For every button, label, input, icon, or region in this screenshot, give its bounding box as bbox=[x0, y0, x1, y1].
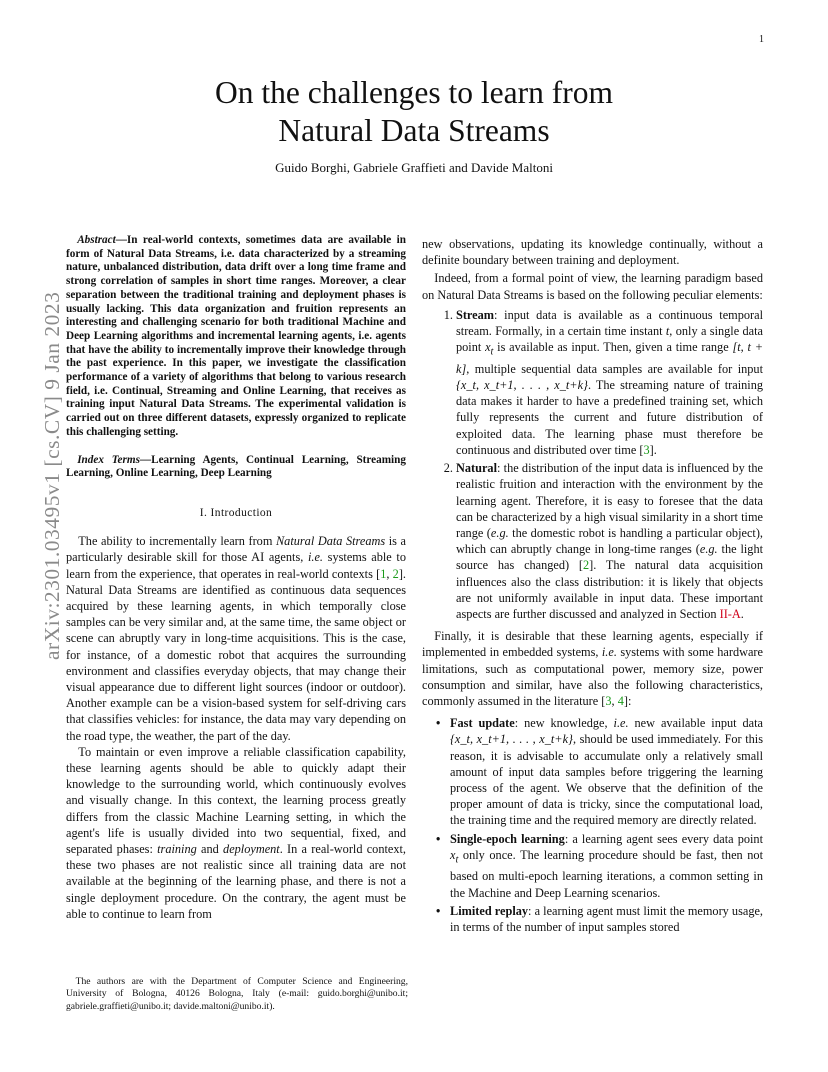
text-run: systems with some hardware limitations, such as computational power, memory size, power consumption and similar, have also the following characteristics, commonly assumed in the literature [ bbox=[422, 645, 763, 708]
text-run: : a learning agent sees every data point bbox=[564, 831, 763, 846]
right-paragraph-2: Indeed, from a formal point of view, the learning paradigm based on Natural Data Streams is based on the following peculiar elements: bbox=[422, 271, 763, 302]
text-run: Finally, it is desirable that these learning agents, especially if implemented in embedded systems, bbox=[422, 629, 763, 660]
intro-paragraph-1 bbox=[66, 533, 406, 744]
page-number: 1 bbox=[759, 34, 764, 45]
text-run: and bbox=[196, 842, 224, 857]
text-run: e.g. bbox=[490, 525, 509, 540]
text-run: deployment bbox=[223, 842, 280, 857]
text-run: : new knowledge, bbox=[514, 716, 614, 731]
math-x: x bbox=[450, 847, 456, 862]
math-x: x bbox=[485, 340, 491, 355]
text-run: i.e. bbox=[307, 550, 324, 565]
list-item-stream bbox=[456, 307, 763, 458]
math-t: t bbox=[665, 324, 670, 339]
text-run: the light source has changed) [ bbox=[456, 542, 764, 573]
text-run: the domestic robot is handling a particular object), which can abruptly change in long-time ranges ( bbox=[456, 525, 763, 557]
authors: Guido Borghi, Gabriele Graffieti and Davide Maltoni bbox=[275, 160, 553, 175]
text-run: : the distribution of the input data is influenced by the realistic fruition and interaction with the environment by the learning agent. Therefore, it is easy to foresee that the data can be characterized by a high visual similarity in a short time range ( bbox=[456, 461, 763, 540]
citation-link[interactable]: 3 bbox=[643, 442, 650, 457]
text-run: The ability to incrementally learn from bbox=[78, 534, 276, 549]
text-run: ]. The natural data acquisition influences also the class distribution: it is likely that objects are not uniformly available in input data. These important aspects are further discussed and analyzed in Section bbox=[456, 558, 763, 621]
text-run: , only a single data point bbox=[456, 324, 763, 355]
bullet-single-epoch bbox=[450, 831, 763, 901]
text-run: : input data is available as a continuous temporal stream. Formally, in a certain time instant bbox=[456, 307, 763, 339]
section-heading-introduction: I. Introduction bbox=[199, 506, 273, 519]
math-set: {x_t, x_t+1, . . . , x_t+k} bbox=[450, 732, 573, 747]
math-set: {x_t, x_t+1, . . . , x_t+k} bbox=[456, 378, 588, 393]
text-run: ]: bbox=[623, 693, 632, 708]
text-run: To maintain or even improve a reliable classification capability, these learning agents should be able to quickly adapt their knowledge to the surrounding world, which continuously evolves and visually change. In this context, the learning process greatly differs from the classic Machine Learning setting, in which the agent's life is usually divided into two sequential, fixed, and separated phases: bbox=[66, 744, 406, 857]
right-paragraph-3 bbox=[422, 628, 763, 709]
text-run: . The streaming nature of training data makes it harder to have a predefined training set, which fully represents the current and future distribution of exploited data. The learning phase must therefore be continuous and distributed over time [ bbox=[456, 378, 763, 457]
paper-title bbox=[0, 74, 828, 150]
text-run: Natural Data Streams bbox=[275, 534, 386, 549]
citation-link[interactable]: 4 bbox=[617, 693, 624, 708]
citation-link[interactable]: 1 bbox=[380, 566, 387, 581]
text-run: new available input data bbox=[628, 716, 764, 731]
text-run: . bbox=[740, 606, 744, 621]
arxiv-identifier: arXiv:2301.03495v1 [cs.CV] 9 Jan 2023 bbox=[40, 291, 64, 660]
citation-link[interactable]: 2 bbox=[392, 566, 399, 581]
title-line-2: Natural Data Streams bbox=[278, 113, 550, 148]
text-run: . In a real-world context, these two phases are not realistic since all training data are not available at the beginning of the learning phase, and there is not a single deployment procedure. On the contrary, the agent must be able to continue to learn from bbox=[66, 842, 406, 921]
text-run: : a learning agent must limit the memory usage, in terms of the number of input samples stored bbox=[450, 903, 764, 935]
index-terms-text: —Learning Agents, Continual Learning, Streaming Learning, Online Learning, Deep Learning bbox=[66, 453, 406, 480]
right-column bbox=[422, 236, 763, 937]
abstract-text: —In real-world contexts, sometimes data are available in form of Natural Data Streams, i.e. data characterized by a streaming nature, unbalanced distribution, data drift over a long time frame and strong correlation of samples in short time ranges. Moreover, a clear separation between the traditional training and deployment phases is usually lacking. This data organization and fruition represents an interesting and challenging scenario for both traditional Machine and Deep Learning algorithms and incremental learning agents, i.e. agents that have the ability to incrementally improve their knowledge through the past experience. In this paper, we investigate the classification performance of a variety of algorithms that belong to various research field, i.e. Continual, Streaming and Online Learning, that receives as training input Natural Data Streams. The experimental validation is carried out on three different datasets, expressly organized to replicate this challenging setting. bbox=[66, 234, 406, 438]
text-run: , bbox=[386, 566, 393, 581]
text-run: training bbox=[157, 842, 197, 857]
math-range: [t, t + k] bbox=[456, 340, 763, 376]
citation-link[interactable]: 2 bbox=[583, 558, 590, 573]
section-link[interactable]: II-A bbox=[719, 606, 741, 621]
peculiar-elements-list bbox=[422, 307, 763, 622]
text-run: is available as input. Then, given a time range bbox=[493, 340, 733, 355]
title-line-1: On the challenges to learn from bbox=[215, 75, 613, 110]
list-item-natural bbox=[456, 460, 763, 622]
text-run: ]. Natural Data Streams are identified as continuous data sequences acquired by these learning agents, in which temporally close samples can be very similar and, at the same time, the same object or scene can abruptly vary in long-time acquisitions. This is the case, for instance, of a domestic robot that acquires the surrounding environment and classifies everyday objects, that may change their visual appearance due to different light sources (indoor or outdoor). Another example can be a vision-based system for self-driving cars that classifies vehicles: for instance, the data may vary depending on the road type, the weather, the part of the day. bbox=[66, 566, 406, 743]
math-sub: t bbox=[455, 854, 459, 866]
abstract-lead: Abstract bbox=[77, 234, 116, 246]
left-column bbox=[66, 234, 406, 922]
text-run: i.e. bbox=[613, 716, 629, 731]
item-label: Stream bbox=[456, 307, 495, 322]
item-label: Single-epoch learning bbox=[450, 831, 565, 846]
abstract bbox=[66, 234, 406, 440]
right-paragraph-1: new observations, updating its knowledge continually, without a definite boundary between training and deployment. bbox=[422, 237, 763, 268]
characteristics-list bbox=[422, 715, 763, 935]
bullet-limited-replay bbox=[450, 903, 763, 935]
text-run: e.g. bbox=[699, 542, 718, 557]
text-run: systems able to learn from the experience, that operates in real-world contexts [ bbox=[66, 550, 407, 581]
text-run: , multiple sequential data samples are available for input bbox=[466, 361, 763, 376]
text-run: , bbox=[611, 693, 618, 708]
item-label: Limited replay bbox=[450, 903, 529, 918]
text-run: ]. bbox=[649, 442, 657, 457]
text-run: is a particularly desirable skill for those AI agents, bbox=[66, 534, 406, 565]
item-label: Fast update bbox=[450, 716, 515, 731]
bullet-fast-update bbox=[450, 715, 763, 828]
math-sub: t bbox=[490, 346, 494, 358]
item-label: Natural bbox=[456, 461, 497, 476]
citation-link[interactable]: 3 bbox=[605, 693, 612, 708]
text-run: , should be used immediately. For this reason, it is advisable to accumulate only a relatively small amount of input data samples before triggering the learning process of the agent. We observe that the definition of the proper amount of data is tricky, since the computational load, the training time and the required memory are directly related. bbox=[450, 732, 763, 828]
footnote-affiliation: The authors are with the Department of Computer Science and Engineering, University of Bologna, 40126 Bologna, Italy (e-mail: guido.borghi@unibo.it; gabriele.graffieti@unibo.it; davide.maltoni@unibo.it). bbox=[66, 976, 408, 1012]
text-run: i.e. bbox=[601, 645, 617, 660]
intro-paragraph-2 bbox=[66, 744, 406, 922]
index-terms bbox=[66, 454, 406, 481]
text-run: only once. The learning procedure should be fast, then not based on multi-epoch learning iterations, a common setting in the Machine and Deep Learning scenarios. bbox=[450, 847, 763, 900]
index-terms-lead: Index Terms bbox=[77, 453, 140, 466]
